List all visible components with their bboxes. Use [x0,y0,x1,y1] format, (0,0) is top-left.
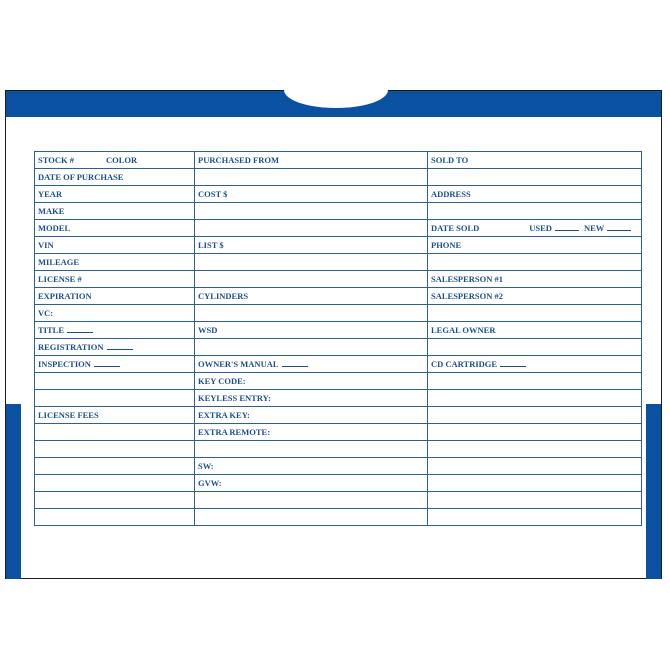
extra-remote-label: EXTRA REMOTE: [198,427,271,437]
registration-blank[interactable] [107,343,133,350]
wsd-field-2[interactable] [195,339,428,356]
make-label: MAKE [38,206,65,216]
model-field[interactable] [35,220,195,237]
blank-cell[interactable] [428,390,642,407]
list-price-field[interactable] [195,237,428,254]
extra-key-field[interactable] [195,407,428,424]
legal-owner-label: LEGAL OWNER [431,325,496,335]
form-row [35,186,642,203]
blank-cell[interactable] [195,441,428,458]
vc-label: VC: [38,308,54,318]
owners-manual-field[interactable] [195,356,428,373]
license-fees-label: LICENSE FEES [38,410,99,420]
salesperson-2-label: SALESPERSON #2 [431,291,504,301]
vin-label: VIN [38,240,54,250]
phone-field[interactable] [428,237,642,254]
form-row [35,305,642,322]
key-code-field[interactable] [195,373,428,390]
extra-remote-field[interactable] [195,424,428,441]
form-row [35,390,642,407]
blank-cell[interactable] [35,475,195,492]
mileage-label: MILEAGE [38,257,80,267]
form-row [35,288,642,305]
blank-cell[interactable] [35,509,195,526]
form-row [35,475,642,492]
form-row [35,271,642,288]
purchased-from-field-2[interactable] [195,169,428,186]
phone-label: PHONE [431,240,462,250]
stock-label: STOCK # [38,155,74,165]
license-fees-field[interactable] [35,407,195,424]
wsd-field[interactable] [195,322,428,339]
list-price-label: LIST $ [198,240,224,250]
cost-label: COST $ [198,189,228,199]
owners-manual-blank[interactable] [282,360,308,367]
blank-cell[interactable] [428,373,642,390]
sold-to-field[interactable] [428,152,642,169]
sold-to-label: SOLD TO [431,155,469,165]
form-row [35,441,642,458]
salesperson-1-label: SALESPERSON #1 [431,274,504,284]
form-row [35,356,642,373]
purchased-from-field[interactable] [195,152,428,169]
blank-cell[interactable] [195,509,428,526]
top-color-band [6,91,661,117]
registration-field[interactable] [35,339,195,356]
title-label: TITLE [38,325,64,335]
blank-cell[interactable] [195,492,428,509]
phone-field-2[interactable] [428,254,642,271]
cost-field-2[interactable] [195,203,428,220]
keyless-entry-field[interactable] [195,390,428,407]
cylinders-field[interactable] [195,288,428,305]
date-of-purchase-label: DATE OF PURCHASE [38,172,124,182]
new-label: NEW [583,223,605,233]
salesperson-1-field[interactable] [428,271,642,288]
vehicle-record-grid [34,151,642,526]
form-row [35,424,642,441]
blank-cell[interactable] [428,407,642,424]
cylinders-label: CYLINDERS [198,291,249,301]
blank-cell[interactable] [428,509,642,526]
list-price-field-3[interactable] [195,271,428,288]
address-field[interactable] [428,186,642,203]
form-row [35,458,642,475]
extra-key-label: EXTRA KEY: [198,410,250,420]
blank-cell[interactable] [35,458,195,475]
left-color-band [6,404,21,579]
blank-cell[interactable] [428,441,642,458]
sold-to-field-2[interactable] [428,169,642,186]
legal-owner-field-2[interactable] [428,339,642,356]
blank-cell[interactable] [35,390,195,407]
year-field[interactable] [35,186,195,203]
wsd-label: WSD [198,325,218,335]
key-code-label: KEY CODE: [198,376,246,386]
sw-label: SW: [198,461,214,471]
purchased-from-label: PURCHASED FROM [198,155,279,165]
deal-jacket-form [5,90,662,579]
address-label: ADDRESS [431,189,471,199]
salesperson-2-field-2[interactable] [428,305,642,322]
form-row [35,254,642,271]
mileage-field[interactable] [35,254,195,271]
cylinders-field-2[interactable] [195,305,428,322]
list-price-field-2[interactable] [195,254,428,271]
inspection-label: INSPECTION [38,359,91,369]
right-color-band [646,404,661,579]
inspection-field[interactable] [35,356,195,373]
new-blank[interactable] [607,224,631,231]
salesperson-2-field[interactable] [428,288,642,305]
expiration-field[interactable] [35,288,195,305]
sw-field[interactable] [195,458,428,475]
gvw-label: GVW: [198,478,222,488]
color-label: COLOR [105,155,138,165]
cd-cartridge-label: CD CARTRIDGE [431,359,498,369]
form-row [35,407,642,424]
form-row [35,322,642,339]
form-row [35,509,642,526]
owners-manual-label: OWNER'S MANUAL [198,359,279,369]
year-label: YEAR [38,189,63,199]
license-label: LICENSE # [38,274,82,284]
cost-field[interactable] [195,186,428,203]
blank-cell[interactable] [35,373,195,390]
cd-cartridge-field[interactable] [428,356,642,373]
expiration-label: EXPIRATION [38,291,92,301]
model-label: MODEL [38,223,71,233]
cost-field-3[interactable] [195,220,428,237]
inspection-blank[interactable] [94,360,120,367]
keyless-entry-label: KEYLESS ENTRY: [198,393,271,403]
vin-field[interactable] [35,237,195,254]
registration-label: REGISTRATION [38,342,104,352]
thumb-cut-notch [284,73,388,108]
blank-cell[interactable] [35,441,195,458]
title-field[interactable] [35,322,195,339]
title-blank[interactable] [67,326,93,333]
blank-cell[interactable] [428,424,642,441]
form-row [35,152,642,169]
blank-cell[interactable] [35,424,195,441]
blank-cell[interactable] [35,492,195,509]
address-field-2[interactable] [428,203,642,220]
form-row [35,220,642,237]
used-blank[interactable] [555,224,579,231]
blank-cell[interactable] [428,475,642,492]
blank-cell[interactable] [428,492,642,509]
date-of-purchase-field[interactable] [35,169,195,186]
blank-cell[interactable] [428,458,642,475]
form-row [35,203,642,220]
legal-owner-field[interactable] [428,322,642,339]
make-field[interactable] [35,203,195,220]
form-row [35,373,642,390]
stock-field[interactable] [35,152,195,169]
license-field[interactable] [35,271,195,288]
cd-cartridge-blank[interactable] [500,360,526,367]
form-row [35,237,642,254]
used-label: USED [529,223,552,233]
form-row [35,169,642,186]
gvw-field[interactable] [195,475,428,492]
form-row [35,492,642,509]
date-sold-field[interactable] [428,220,642,237]
vc-field[interactable] [35,305,195,322]
date-sold-label: DATE SOLD [431,223,480,233]
form-row [35,339,642,356]
